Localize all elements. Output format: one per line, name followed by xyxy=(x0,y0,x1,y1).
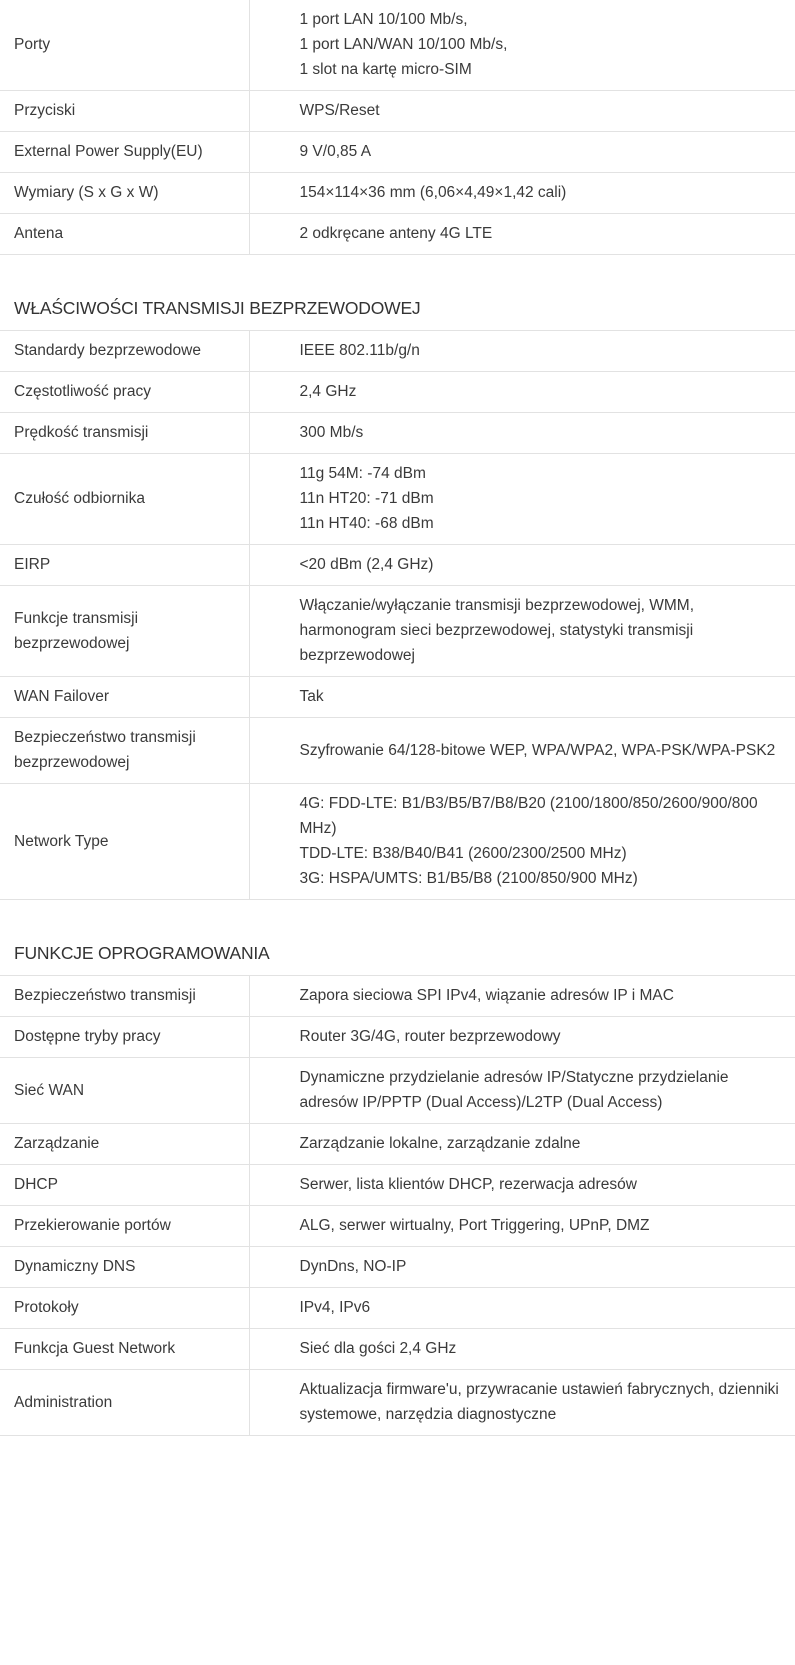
spec-row xyxy=(0,413,795,454)
spec-value xyxy=(249,677,795,718)
spec-value-line: 1 port LAN 10/100 Mb/s, xyxy=(299,11,468,28)
spec-value-line: 2 odkręcane anteny 4G LTE xyxy=(299,225,493,242)
spec-value-line: 11g 54M: -74 dBm xyxy=(299,465,426,482)
spec-row xyxy=(0,132,795,173)
spec-label: EIRP xyxy=(0,545,249,586)
spec-label: Przekierowanie portów xyxy=(0,1206,249,1247)
spec-row xyxy=(0,1247,795,1288)
spec-label: Porty xyxy=(0,0,249,91)
spec-row xyxy=(0,0,795,91)
spec-value-line: 2,4 GHz xyxy=(299,383,357,400)
spec-value xyxy=(249,132,795,173)
spec-value-line: 154×114×36 mm (6,06×4,49×1,42 cali) xyxy=(299,184,567,201)
spec-value-line: Sieć dla gości 2,4 GHz xyxy=(299,1340,457,1357)
spec-value xyxy=(249,331,795,372)
spec-value-line: 3G: HSPA/UMTS: B1/B5/B8 (2100/850/900 MHz) xyxy=(299,870,638,887)
spec-row xyxy=(0,1206,795,1247)
spec-label: Standardy bezprzewodowe xyxy=(0,331,249,372)
spec-label: Sieć WAN xyxy=(0,1058,249,1124)
spec-value-line: WPS/Reset xyxy=(299,102,380,119)
spec-row xyxy=(0,91,795,132)
spec-label: Przyciski xyxy=(0,91,249,132)
spec-value-line: Router 3G/4G, router bezprzewodowy xyxy=(299,1028,561,1045)
spec-value xyxy=(249,784,795,900)
spec-label: Administration xyxy=(0,1370,249,1436)
spec-value xyxy=(249,1247,795,1288)
spec-row xyxy=(0,454,795,545)
spec-row xyxy=(0,976,795,1017)
spec-value-line: Tak xyxy=(299,688,324,705)
spec-value-line: Dynamiczne przydzielanie adresów IP/Statyczne przydzielanie adresów IP/PPTP (Dual Access)/L2TP (Dual Access) xyxy=(299,1069,729,1111)
spec-row xyxy=(0,1288,795,1329)
spec-label: Zarządzanie xyxy=(0,1124,249,1165)
spec-row xyxy=(0,372,795,413)
section-title: WŁAŚCIWOŚCI TRANSMISJI BEZPRZEWODOWEJ xyxy=(14,298,421,318)
spec-label: Funkcje transmisji bezprzewodowej xyxy=(0,586,249,677)
spec-value-line: Włączanie/wyłączanie transmisji bezprzewodowej, WMM, harmonogram sieci bezprzewodowej, statystyki transmisji bezprzewodowej xyxy=(299,597,695,664)
spec-value-line: 9 V/0,85 A xyxy=(299,143,372,160)
spec-value xyxy=(249,214,795,255)
spec-label: Wymiary (S x G x W) xyxy=(0,173,249,214)
spec-value-line: 300 Mb/s xyxy=(299,424,364,441)
spec-value xyxy=(249,91,795,132)
spec-row xyxy=(0,1058,795,1124)
spec-row xyxy=(0,586,795,677)
spec-value xyxy=(249,586,795,677)
spec-value-line: IEEE 802.11b/g/n xyxy=(299,342,420,359)
spec-table xyxy=(0,975,795,1436)
spec-label: Funkcja Guest Network xyxy=(0,1329,249,1370)
spec-value xyxy=(249,1165,795,1206)
spec-table xyxy=(0,330,795,900)
spec-value xyxy=(249,1370,795,1436)
spec-value-line: 11n HT20: -71 dBm xyxy=(299,490,434,507)
spec-value xyxy=(249,173,795,214)
spec-row xyxy=(0,1017,795,1058)
spec-row xyxy=(0,784,795,900)
spec-label: DHCP xyxy=(0,1165,249,1206)
spec-row xyxy=(0,331,795,372)
spec-value xyxy=(249,413,795,454)
spec-value xyxy=(249,1206,795,1247)
spec-row xyxy=(0,677,795,718)
spec-value xyxy=(249,1288,795,1329)
spec-value-line: 4G: FDD-LTE: B1/B3/B5/B7/B8/B20 (2100/1800/850/2600/900/800 MHz) xyxy=(299,795,758,837)
spec-value-line: DynDns, NO-IP xyxy=(299,1258,407,1275)
spec-row xyxy=(0,545,795,586)
spec-row xyxy=(0,173,795,214)
spec-label: Prędkość transmisji xyxy=(0,413,249,454)
spec-label: Czułość odbiornika xyxy=(0,454,249,545)
spec-label: Antena xyxy=(0,214,249,255)
spec-label: Dynamiczny DNS xyxy=(0,1247,249,1288)
spec-value-line: Zapora sieciowa SPI IPv4, wiązanie adresów IP i MAC xyxy=(299,987,674,1004)
spec-label: Częstotliwość pracy xyxy=(0,372,249,413)
spec-value xyxy=(249,454,795,545)
spec-value-line: TDD-LTE: B38/B40/B41 (2600/2300/2500 MHz) xyxy=(299,845,627,862)
spec-value-line: <20 dBm (2,4 GHz) xyxy=(299,556,434,573)
spec-value xyxy=(249,1017,795,1058)
spec-value xyxy=(249,718,795,784)
spec-value-line: IPv4, IPv6 xyxy=(299,1299,371,1316)
spec-label: Network Type xyxy=(0,784,249,900)
spec-value xyxy=(249,545,795,586)
spec-label: Dostępne tryby pracy xyxy=(0,1017,249,1058)
spec-row xyxy=(0,1165,795,1206)
spec-value xyxy=(249,372,795,413)
spec-label: Protokoły xyxy=(0,1288,249,1329)
spec-value xyxy=(249,1329,795,1370)
spec-row xyxy=(0,1370,795,1436)
spec-value-line: Zarządzanie lokalne, zarządzanie zdalne xyxy=(299,1135,581,1152)
spec-label: WAN Failover xyxy=(0,677,249,718)
spec-value xyxy=(249,0,795,91)
spec-value-line: Aktualizacja firmware'u, przywracanie ustawień fabrycznych, dzienniki systemowe, narzędzia diagnostyczne xyxy=(299,1381,779,1423)
spec-value-line: 1 port LAN/WAN 10/100 Mb/s, xyxy=(299,36,508,53)
spec-value xyxy=(249,1058,795,1124)
section-title: FUNKCJE OPROGRAMOWANIA xyxy=(14,943,270,963)
spec-table xyxy=(0,0,795,255)
spec-value-line: 1 slot na kartę micro-SIM xyxy=(299,61,472,78)
spec-value xyxy=(249,976,795,1017)
spec-value xyxy=(249,1124,795,1165)
spec-row xyxy=(0,1329,795,1370)
spec-row xyxy=(0,1124,795,1165)
spec-label: Bezpieczeństwo transmisji bezprzewodowej xyxy=(0,718,249,784)
spec-row xyxy=(0,214,795,255)
spec-row xyxy=(0,718,795,784)
spec-value-line: 11n HT40: -68 dBm xyxy=(299,515,434,532)
spec-label: External Power Supply(EU) xyxy=(0,132,249,173)
spec-value-line: Serwer, lista klientów DHCP, rezerwacja adresów xyxy=(299,1176,637,1193)
spec-value-line: Szyfrowanie 64/128-bitowe WEP, WPA/WPA2, WPA-PSK/WPA-PSK2 xyxy=(299,741,776,759)
spec-value-line: ALG, serwer wirtualny, Port Triggering, UPnP, DMZ xyxy=(299,1217,650,1234)
spec-label: Bezpieczeństwo transmisji xyxy=(0,976,249,1017)
